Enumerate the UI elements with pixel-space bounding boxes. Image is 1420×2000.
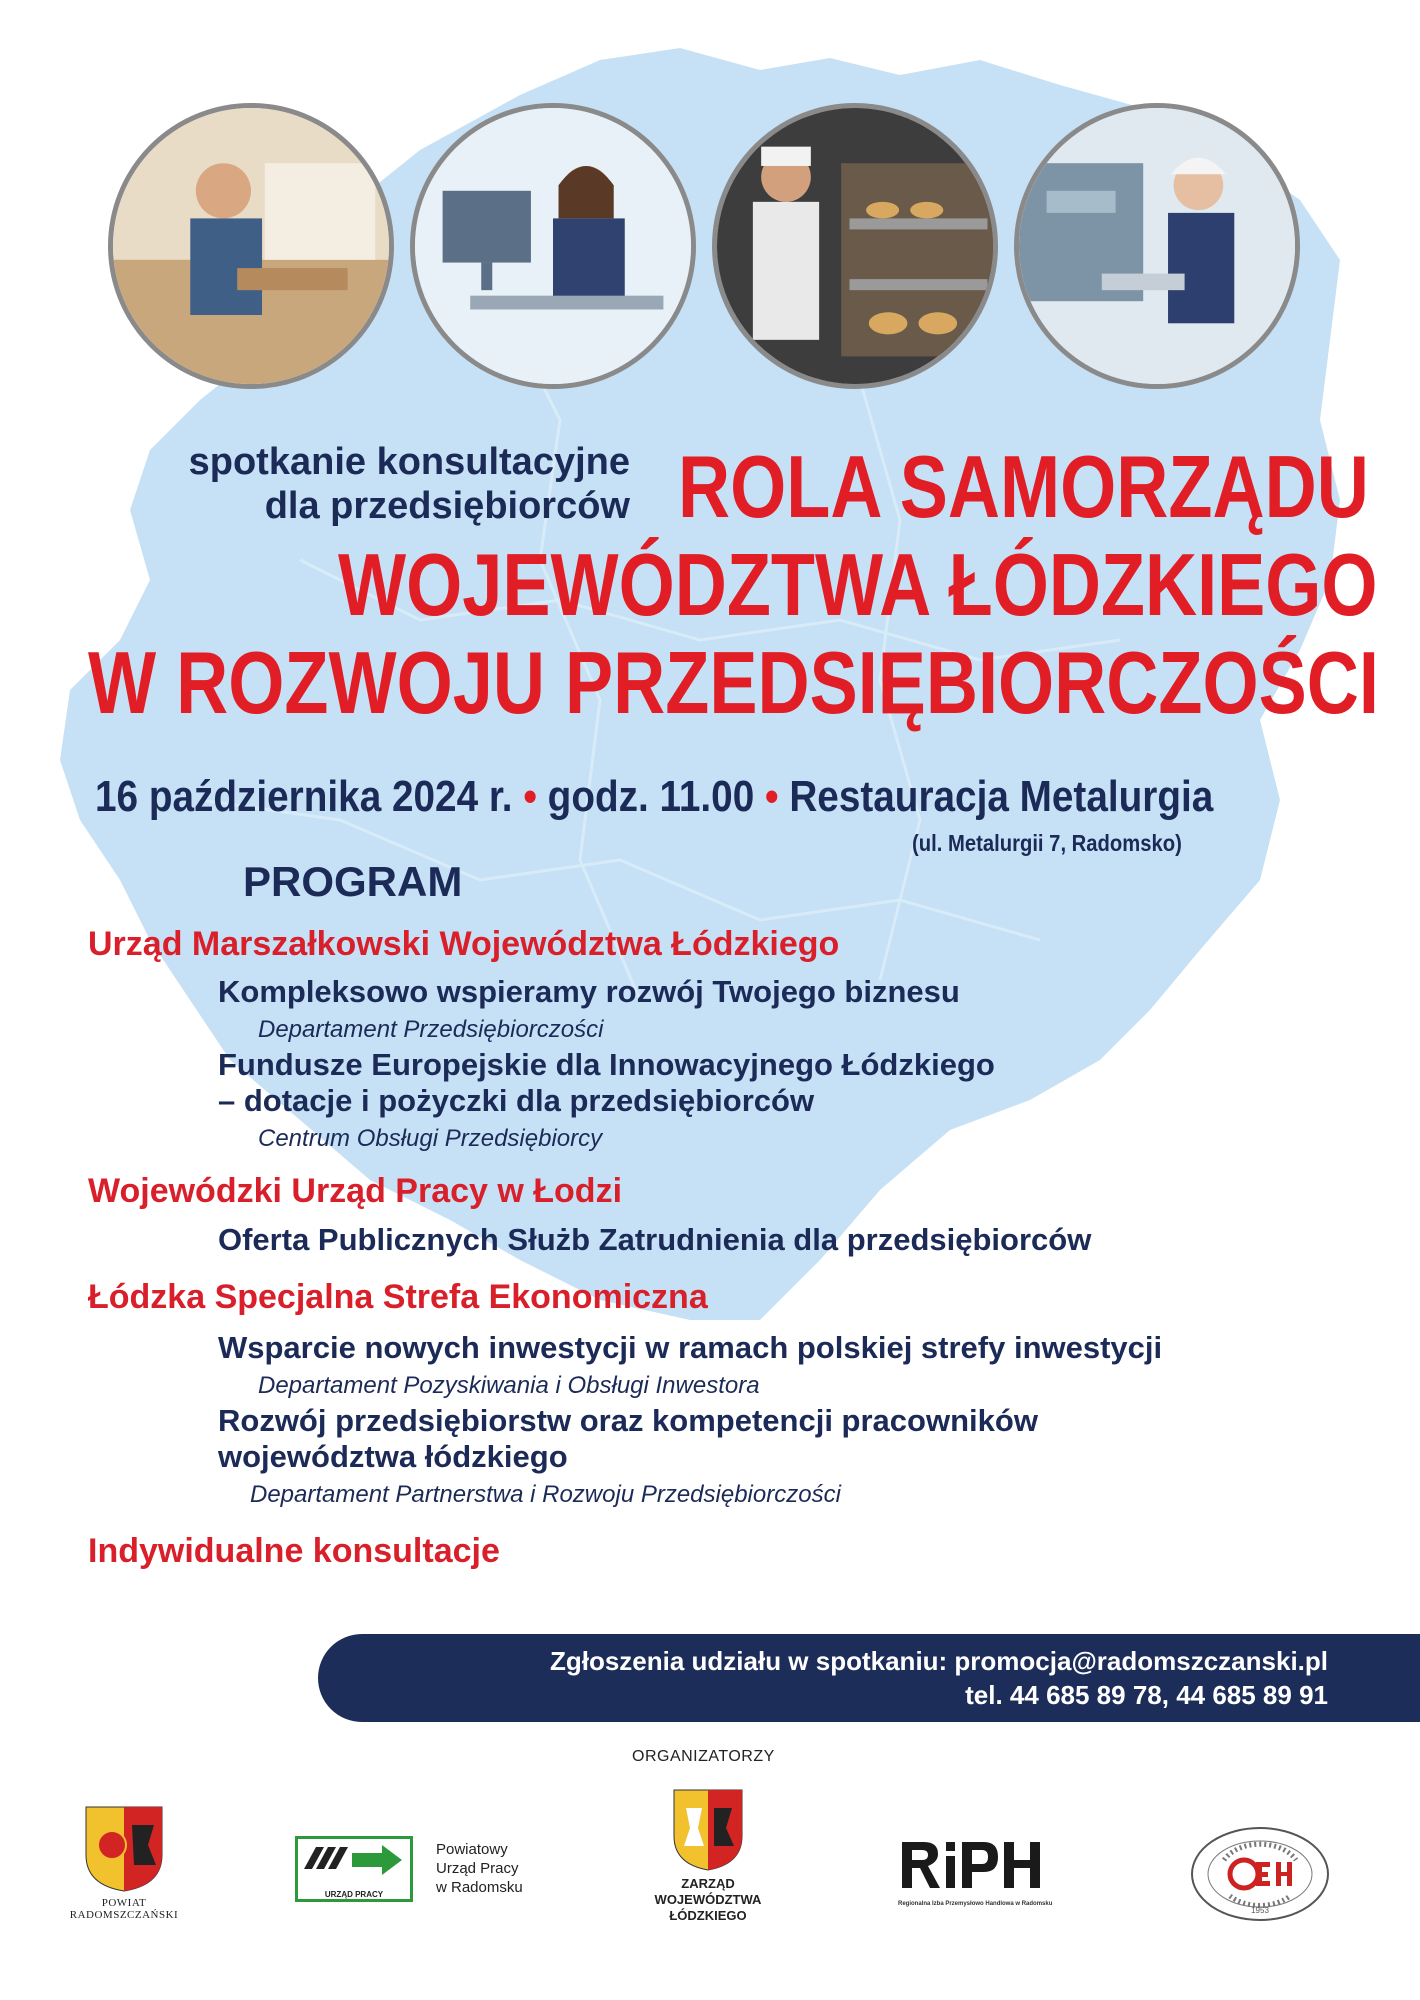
event-dateline (95, 772, 1213, 822)
program-org-3: Łódzka Specjalna Strefa Ekonomiczna (88, 1278, 708, 1316)
factory-worker-photo (1014, 103, 1300, 389)
pup-badge: URZĄD PRACY (324, 1890, 384, 1899)
zarzad-caption: ZARZĄD WOJEWÓDZTWA ŁÓDZKIEGO (654, 1876, 762, 1923)
contact-phone-line[interactable]: tel. 44 685 89 78, 44 685 89 91 (965, 1680, 1328, 1710)
cech-logo (1190, 1826, 1330, 1922)
pup-logo (295, 1836, 413, 1902)
program-dept: Departament Przedsiębiorczości (258, 1016, 604, 1043)
event-address: (ul. Metalurgii 7, Radomsko) (912, 830, 1182, 856)
program-topic: – dotacje i pożyczki dla przedsiębiorców (218, 1083, 815, 1118)
title-line2: WOJEWÓDZTWA ŁÓDZKIEGO (338, 535, 1378, 634)
riph-subtitle: Regionalna Izba Przemysłowo Handlowa w Radomsku (898, 1901, 1053, 1907)
riph-logo (898, 1836, 1053, 1907)
contact-info (550, 1644, 1328, 1712)
event-date: 16 października 2024 r. (95, 772, 513, 821)
subtitle-line1: spotkanie konsultacyjne (188, 441, 630, 483)
event-venue: Restauracja Metalurgia (789, 772, 1214, 821)
event-subtitle (70, 440, 630, 528)
riph-logo-mark (898, 1836, 1048, 1892)
zarzad-crest-logo (672, 1788, 744, 1872)
pup-arrow-icon (298, 1839, 410, 1881)
contact-email-line[interactable]: Zgłoszenia udziału w spotkaniu: promocja@radomszczanski.pl (549, 1646, 1328, 1676)
organizers-label: ORGANIZATORZY (632, 1748, 775, 1765)
cech-year: 1953 (1251, 1906, 1269, 1915)
program-topic: Rozwój przedsiębiorstw oraz kompetencji pracowników (218, 1403, 1038, 1438)
program-org-1: Urząd Marszałkowski Województwa Łódzkiego (88, 925, 840, 963)
program-topic: Fundusze Europejskie dla Innowacyjnego Łódzkiego (218, 1047, 995, 1082)
program-dept: Departament Pozyskiwania i Obsługi Inwestora (258, 1372, 760, 1399)
title-line1: ROLA SAMORZĄDU (678, 437, 1369, 536)
program-topic: województwa łódzkiego (218, 1439, 568, 1474)
subtitle-line2: dla przedsiębiorców (264, 485, 630, 527)
separator-dot: • (765, 772, 779, 821)
baker-photo (712, 103, 998, 389)
title-line3: W ROZWOJU PRZEDSIĘBIORCZOŚCI (88, 633, 1379, 732)
lodzkie-crest-icon (672, 1788, 744, 1872)
powiat-caption: POWIAT RADOMSZCZAŃSKI (69, 1897, 179, 1921)
pup-caption: Powiatowy Urząd Pracy w Radomsku (436, 1841, 523, 1896)
powiat-crest-logo (84, 1805, 164, 1893)
program-org-4: Indywidualne konsultacje (88, 1532, 500, 1570)
program-topic: Kompleksowo wspieramy rozwój Twojego biznesu (218, 974, 960, 1009)
program-heading: PROGRAM (243, 858, 463, 905)
program-topic: Oferta Publicznych Służb Zatrudnienia dla przedsiębiorców (218, 1222, 1092, 1257)
program-org-2: Wojewódzki Urząd Pracy w Łodzi (88, 1172, 623, 1210)
program-dept: Centrum Obsługi Przedsiębiorcy (258, 1125, 603, 1152)
program-dept: Departament Partnerstwa i Rozwoju Przedsiębiorczości (250, 1481, 841, 1508)
event-time: godz. 11.00 (547, 772, 755, 821)
carpenter-worker-photo (108, 103, 394, 389)
program-topic: Wsparcie nowych inwestycji w ramach polskiej strefy inwestycji (218, 1330, 1163, 1365)
office-worker-photo (410, 103, 696, 389)
separator-dot: • (523, 772, 537, 821)
powiat-crest-icon (84, 1805, 164, 1893)
